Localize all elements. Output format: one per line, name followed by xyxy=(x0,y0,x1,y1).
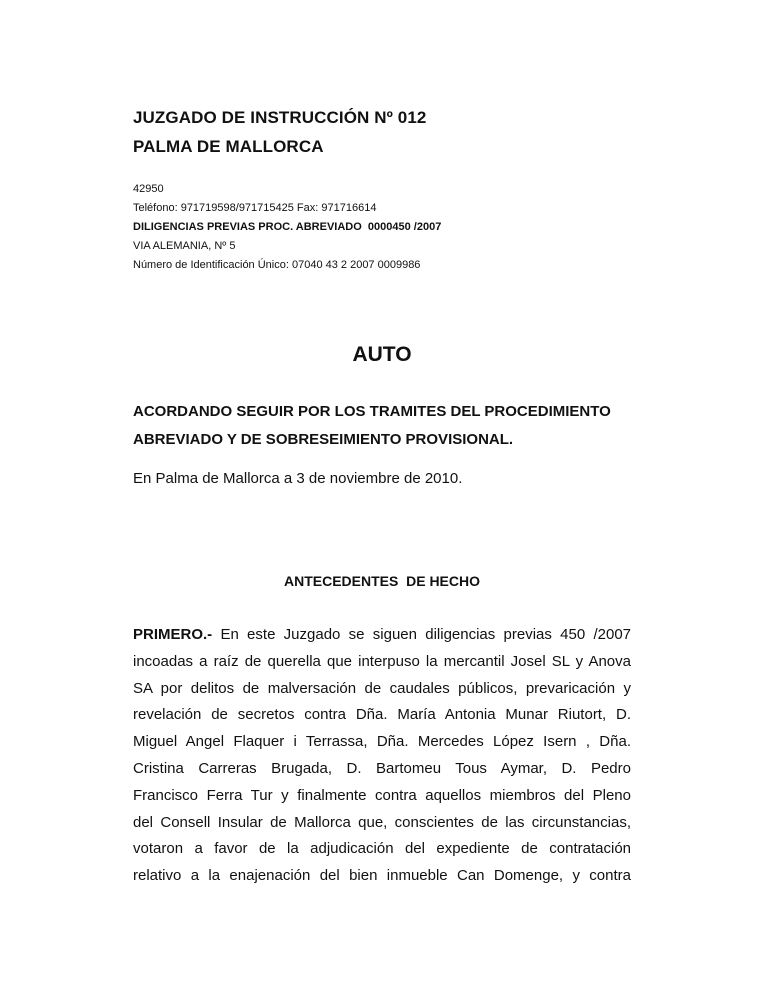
date-line: En Palma de Mallorca a 3 de noviembre de 2010. xyxy=(133,470,463,487)
paragraph-line: incoadas a raíz de querella que interpuso la mercantil Josel SL y Anova xyxy=(133,652,631,670)
paragraph-line: Francisco Ferra Tur y finalmente contra aquellos miembros del Pleno xyxy=(133,786,631,804)
paragraph-line: votaron a favor de la adjudicación del expediente de contratación xyxy=(133,840,631,858)
court-name: JUZGADO DE INSTRUCCIÓN Nº 012 xyxy=(133,108,427,127)
paragraph-line: del Consell Insular de Mallorca que, conscientes de las circunstancias, xyxy=(133,813,631,831)
paragraph-line: SA por delitos de malversación de caudales públicos, prevaricación y xyxy=(133,679,631,697)
paragraph-line: Miguel Angel Flaquer i Terrassa, Dña. Mercedes López Isern , Dña. xyxy=(133,733,631,751)
case-reference: DILIGENCIAS PREVIAS PROC. ABREVIADO 0000450 /2007 xyxy=(133,221,442,233)
postal-code: 42950 xyxy=(133,183,164,195)
court-address: VIA ALEMANIA, Nº 5 xyxy=(133,240,236,252)
paragraph-line: PRIMERO.- En este Juzgado se siguen diligencias previas 450 /2007 xyxy=(133,626,631,643)
phone-fax: Teléfono: 971719598/971715425 Fax: 971716614 xyxy=(133,202,377,214)
document-type-title: AUTO xyxy=(352,343,412,366)
unique-id-number: Número de Identificación Único: 07040 43 2 2007 0009986 xyxy=(133,259,421,271)
section-heading-antecedentes: ANTECEDENTES DE HECHO xyxy=(283,573,481,589)
subject-line-2: ABREVIADO Y DE SOBRESEIMIENTO PROVISIONAL. xyxy=(133,431,514,448)
court-metadata xyxy=(133,180,441,275)
paragraph-primero xyxy=(133,622,631,890)
court-city: PALMA DE MALLORCA xyxy=(133,137,324,156)
paragraph-line: revelación de secretos contra Dña. María Antonia Munar Riutort, D. xyxy=(133,706,631,724)
paragraph-lead: PRIMERO.- xyxy=(133,626,213,643)
paragraph-line: relativo a la enajenación del bien inmueble Can Domenge, y contra xyxy=(133,867,631,885)
document-subject xyxy=(133,398,631,454)
subject-line-1: ACORDANDO SEGUIR POR LOS TRAMITES DEL PROCEDIMIENTO xyxy=(133,403,611,420)
paragraph-line: Cristina Carreras Brugada, D. Bartomeu Tous Aymar, D. Pedro xyxy=(133,759,631,777)
